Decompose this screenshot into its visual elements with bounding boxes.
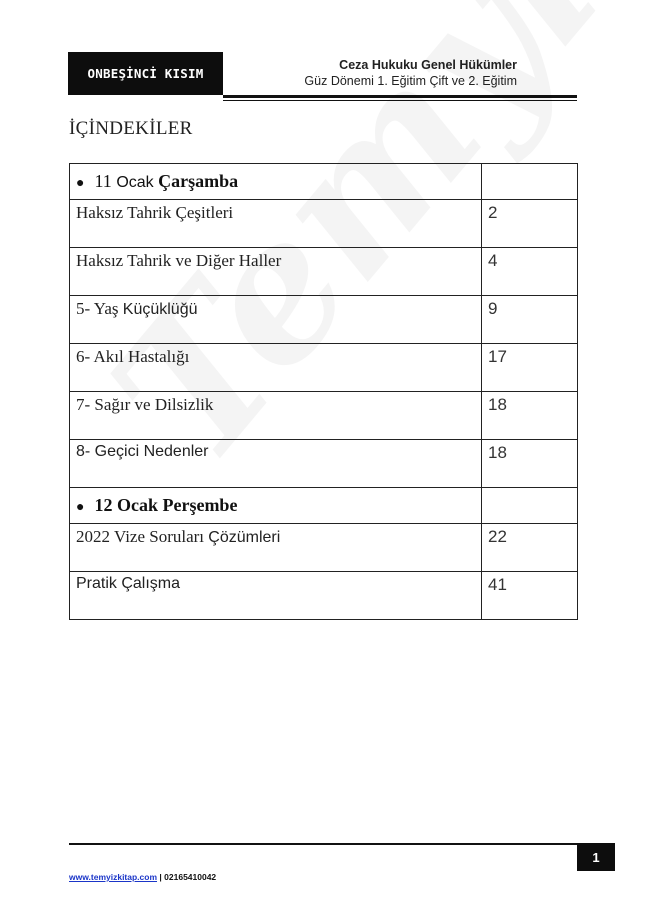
toc-entry-page: 9 — [482, 296, 578, 344]
toc-entry-title: Haksız Tahrik Çeşitleri — [70, 200, 482, 248]
toc-entry-title: 8- Geçici Nedenler — [70, 440, 482, 488]
toc-entry[interactable] — [70, 440, 578, 488]
toc-entry[interactable] — [70, 344, 578, 392]
toc-entry[interactable] — [70, 392, 578, 440]
toc-entry-page: 22 — [482, 524, 578, 572]
book-info — [304, 57, 517, 89]
toc-entry-title: 5- Yaş Küçüklüğü — [70, 296, 482, 344]
toc-entry-page: 17 — [482, 344, 578, 392]
toc-entry[interactable] — [70, 248, 578, 296]
toc-day-row — [70, 164, 578, 200]
bullet-icon: ● — [76, 176, 85, 191]
toc-entry-title: 2022 Vize Soruları Çözümleri — [70, 524, 482, 572]
header-rule — [223, 95, 577, 98]
footer-separator: | — [159, 872, 162, 882]
footer-rule — [69, 843, 578, 845]
book-title: Ceza Hukuku Genel Hükümler — [339, 58, 517, 72]
toc-entry-page: 18 — [482, 440, 578, 488]
toc-heading: İÇİNDEKİLER — [69, 118, 193, 139]
toc-entry[interactable] — [70, 200, 578, 248]
toc-entry-title: 7- Sağır ve Dilsizlik — [70, 392, 482, 440]
toc-entry-page: 41 — [482, 572, 578, 620]
toc-entry[interactable] — [70, 524, 578, 572]
section-label: ONBEŞİNCİ KISIM — [68, 52, 223, 95]
book-subtitle: Güz Dönemi 1. Eğitim Çift ve 2. Eğitim — [304, 74, 517, 88]
toc-entry-page: 4 — [482, 248, 578, 296]
toc-entry-page: 18 — [482, 392, 578, 440]
header-rule-thin — [223, 100, 577, 101]
toc-table — [69, 163, 578, 620]
toc-entry[interactable] — [70, 572, 578, 620]
toc-entry-title: 6- Akıl Hastalığı — [70, 344, 482, 392]
toc-entry-page: 2 — [482, 200, 578, 248]
page-number: 1 — [577, 843, 615, 871]
bullet-icon: ● — [76, 500, 85, 515]
toc-entry[interactable] — [70, 296, 578, 344]
phone-number: 02165410042 — [164, 872, 217, 882]
toc-entry-title: Haksız Tahrik ve Diğer Haller — [70, 248, 482, 296]
toc-day-label: ● 12 Ocak Perşembe — [70, 488, 482, 524]
toc-entry-title: Pratik Çalışma — [70, 572, 482, 620]
toc-day-page-cell — [482, 488, 578, 524]
toc-day-row — [70, 488, 578, 524]
toc-day-label: ● 11 Ocak Çarşamba — [70, 164, 482, 200]
toc-day-page-cell — [482, 164, 578, 200]
footer-contact — [69, 872, 216, 882]
website-link[interactable]: www.temyizkitap.com — [69, 872, 158, 882]
